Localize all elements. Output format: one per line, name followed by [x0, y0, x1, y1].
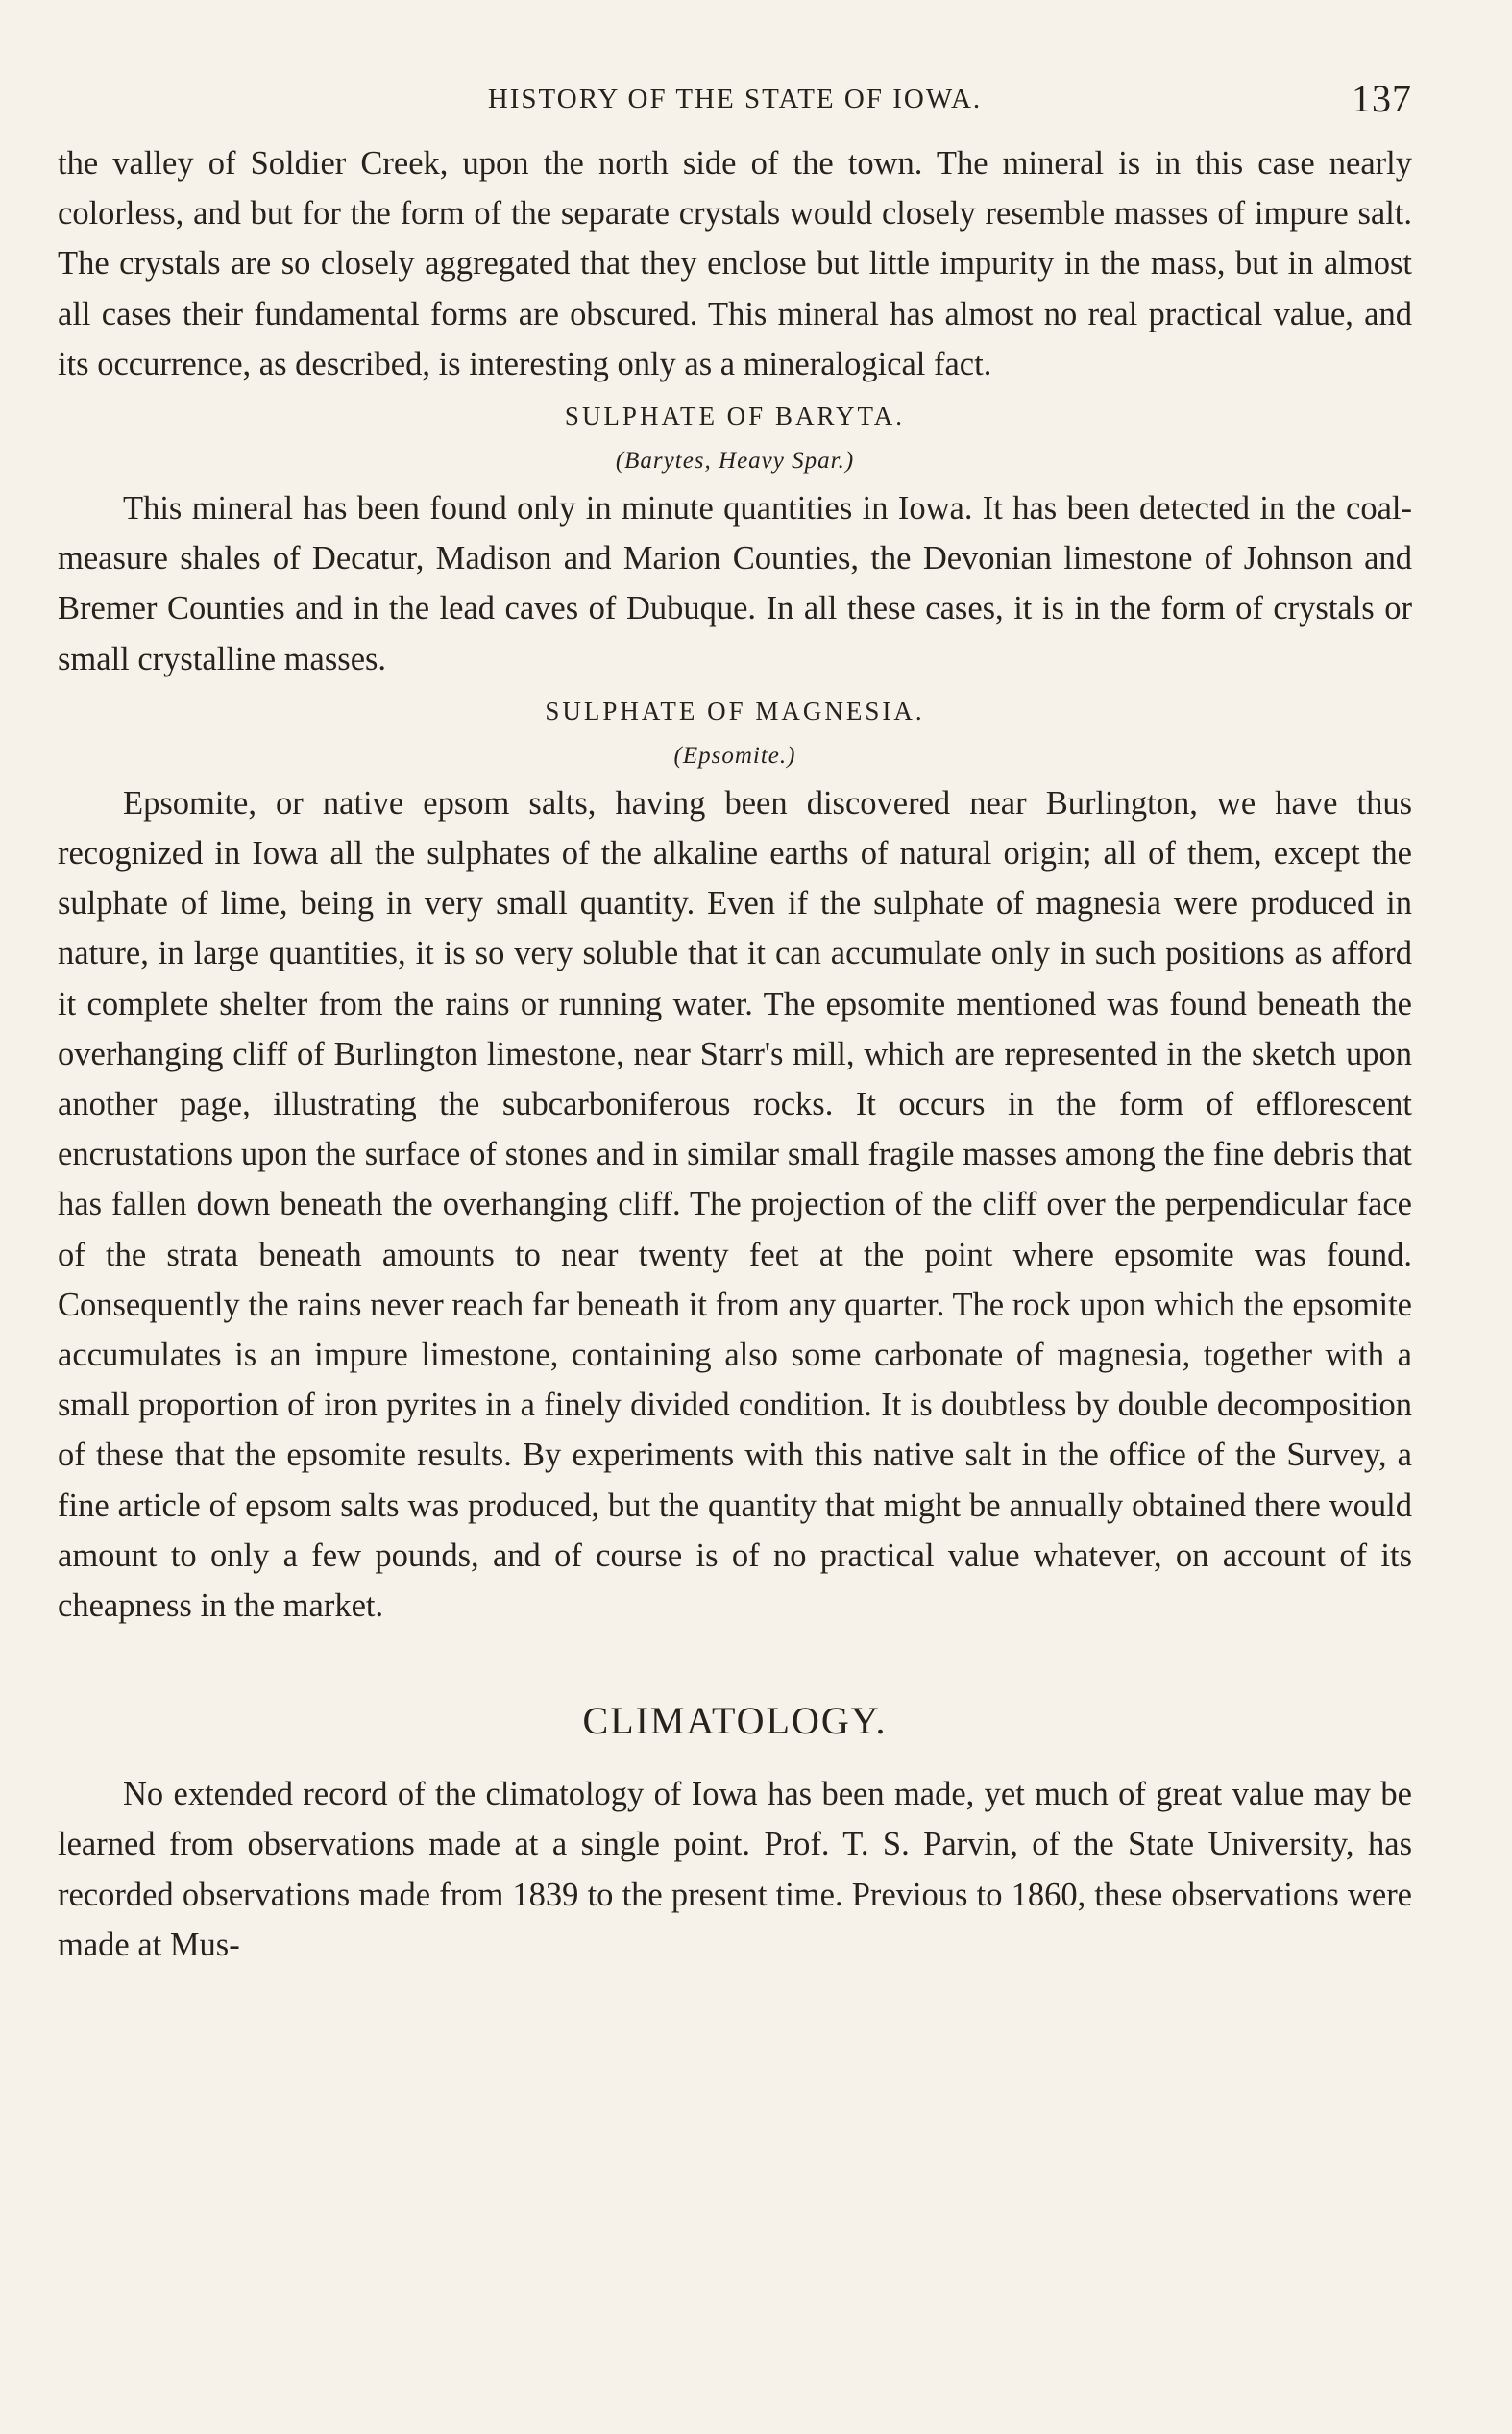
running-title: HISTORY OF THE STATE OF IOWA.: [487, 84, 983, 114]
chapter-title-climatology: CLIMATOLOGY.: [582, 1699, 888, 1743]
page-number: 137: [1352, 77, 1412, 120]
paragraph-baryta: This mineral has been found only in minute quantities in Iowa. It has been detected in the coal-measure shales of Decatur, Madison and Marion Counties, the Devonian limestone of Johnson and Bremer Counties and in the lead caves of Dubuque. In all these cases, it is in the form of crystals or small crystalline masses.: [58, 490, 1412, 677]
paragraph-epsomite: Epsomite, or native epsom salts, having been discovered near Burlington, we have thus recognized in Iowa all the sulphates of the alkaline earths of natural origin; all of them, except the sulphate of lime, being in very small quantity. Even if the sulphate of magnesia were produced in nature, in large quantities, it is so very soluble that it can accumulate only in such positions as afford it complete shelter from the rains or running water. The epsomite mentioned was found beneath the overhanging cliff of Burlington limestone, near Starr's mill, which are represented in the sketch upon another page, illustrating the subcarboniferous rocks. It occurs in the form of efflorescent encrustations upon the surface of stones and in similar small fragile masses among the fine debris that has fallen down beneath the overhanging cliff. The projection of the cliff over the perpendicular face of the strata beneath amounts to near twenty feet at the point where epsomite was found. Consequently the rains never reach far beneath it from any quarter. The rock upon which the epsomite accumulates is an impure limestone, containing also some carbonate of magnesia, together with a small proportion of iron pyrites in a finely divided condition. It is doubtless by double decomposition of these that the epsomite results. By experiments with this native salt in the office of the Survey, a fine article of epsom salts was produced, but the quantity that might be annually obtained there would amount to only a few pounds, and of course is of no practical value whatever, on account of its cheapness in the market.: [58, 784, 1412, 1625]
page-body: [58, 138, 1412, 1970]
paragraph-climatology: No extended record of the climatology of Iowa has been made, yet much of great value may be learned from observations made at a single point. Prof. T. S. Parvin, of the State University, has recorded observations made from 1839 to the present time. Previous to 1860, these observations were made at Mus-: [58, 1776, 1412, 1963]
section-title-sulphate-of-baryta: SULPHATE OF BARYTA.: [564, 402, 906, 431]
section-title-sulphate-of-magnesia: SULPHATE OF MAGNESIA.: [545, 696, 925, 725]
running-header: [58, 75, 1412, 123]
book-page: [58, 75, 1412, 1970]
paragraph-continued: the valley of Soldier Creek, upon the north side of the town. The mineral is in this case nearly colorless, and but for the form of the separate crystals would closely resemble masses of impure salt. The crystals are so closely aggregated that they enclose but little impurity in the mass, but in almost all cases their fundamental forms are obscured. This mineral has almost no real practical value, and its occurrence, as described, is interesting only as a mineralogical fact.: [58, 145, 1412, 382]
section-subtitle-barytes: (Barytes, Heavy Spar.): [615, 448, 855, 475]
section-subtitle-epsomite: (Epsomite.): [673, 742, 796, 769]
